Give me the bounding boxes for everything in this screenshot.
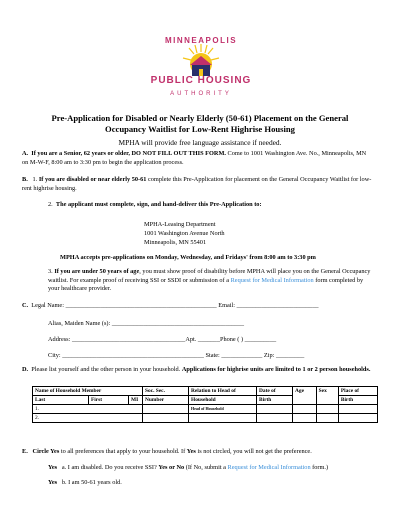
row-2-name[interactable]: 2. bbox=[33, 414, 143, 423]
col-dob-header: Date of bbox=[257, 387, 293, 396]
address-label: Address: bbox=[48, 336, 71, 343]
table-row[interactable] bbox=[33, 414, 378, 423]
item-2-number: 2. bbox=[48, 201, 53, 208]
household-table bbox=[32, 386, 378, 423]
col-sex-header: Sex bbox=[316, 387, 338, 405]
mpha-logo bbox=[136, 36, 266, 114]
address-line-2: 1001 Washington Avenue North bbox=[144, 230, 225, 237]
row-2-age[interactable] bbox=[293, 414, 317, 423]
section-d-label: D. bbox=[22, 366, 29, 373]
preference-b bbox=[48, 479, 388, 488]
col-relation-subheader: Household bbox=[189, 396, 257, 405]
sun-house-icon bbox=[180, 42, 222, 78]
col-last-header: Last bbox=[33, 396, 89, 405]
table-row[interactable] bbox=[33, 405, 378, 414]
logo-line-1: MINNEAPOLIS bbox=[164, 36, 238, 45]
address-row bbox=[48, 336, 276, 343]
section-e-bold: Circle Yes bbox=[32, 448, 60, 455]
preference-a-text-3: form.) bbox=[310, 464, 329, 471]
section-e-label: E. bbox=[22, 448, 28, 455]
col-ssn-header: Soc. Sec. bbox=[143, 387, 189, 396]
section-a-text: Come to 1001 Washington Ave. No., Minneapolis, MN on M-W-F, 8:00 am to 3:30 pm to begin the application process. bbox=[22, 150, 367, 166]
item-3-text: , you must show proof of disability before MPHA will place you on the General Occupancy waitlist. For example proof of receiving SSI or SSDI or submission of a bbox=[48, 268, 371, 284]
table-header-row bbox=[33, 387, 378, 396]
col-age-header: Age bbox=[293, 387, 317, 405]
page-title: Pre-Application for Disabled or Nearly Elderly (50-61) Placement on the General Occupancy Waitlist for Low-Rent Highrise Housing bbox=[51, 113, 349, 134]
col-dob-subheader: Birth bbox=[257, 396, 293, 405]
legal-name-field[interactable]: ________________________________________________ bbox=[65, 302, 217, 309]
legal-name-label: Legal Name: bbox=[31, 302, 64, 309]
zip-label: Zip: bbox=[263, 352, 275, 359]
item-3-bold: If you are under 50 years of age bbox=[54, 268, 140, 275]
logo-line-2: PUBLIC HOUSING bbox=[150, 75, 252, 86]
section-a-bold: If you are a Senior, 62 years or older, DO NOT FILL OUT THIS FORM. bbox=[31, 150, 226, 157]
office-hours bbox=[60, 254, 380, 263]
section-e-end: is not circled, you will not get the preference. bbox=[195, 448, 312, 455]
medical-info-link[interactable]: Request for Medical Information bbox=[230, 276, 314, 284]
section-e bbox=[22, 448, 382, 457]
section-b-item-3 bbox=[48, 268, 374, 294]
col-relation-header: Relation to Head of bbox=[189, 387, 257, 396]
preference-b-yes[interactable]: Yes bbox=[48, 479, 58, 486]
row-1-age[interactable] bbox=[293, 405, 317, 414]
section-d-text: Please list yourself and the other person in your household. bbox=[31, 366, 182, 373]
preference-a-yes-no[interactable]: Yes or No bbox=[158, 464, 185, 471]
col-pob-subheader: Birth bbox=[338, 396, 377, 405]
address-line-1: MPHA-Leasing Department bbox=[144, 221, 216, 228]
row-1-ssn[interactable] bbox=[143, 405, 189, 414]
legal-name-row bbox=[22, 302, 319, 309]
row-1-name[interactable]: 1. bbox=[33, 405, 143, 414]
phone-field[interactable]: __________ bbox=[244, 336, 277, 343]
row-1-pob[interactable] bbox=[338, 405, 377, 414]
section-a bbox=[22, 150, 372, 167]
section-b-label: B. bbox=[22, 176, 28, 183]
preference-a-text: a. I am disabled. Do you receive SSI? bbox=[61, 464, 159, 471]
address-line-3: Minneapolis, MN 55401 bbox=[144, 239, 207, 246]
preference-a-yes[interactable]: Yes bbox=[48, 464, 58, 471]
section-a-label: A. bbox=[22, 150, 29, 157]
item-2-text: The applicant must complete, sign, and hand-deliver this Pre-Application to: bbox=[55, 201, 262, 208]
item-3-end: form completed by your healthcare provider. bbox=[48, 276, 364, 292]
row-2-ssn[interactable] bbox=[143, 414, 189, 423]
col-mi-header: MI bbox=[129, 396, 143, 405]
row-2-pob[interactable] bbox=[338, 414, 377, 423]
section-d-bold: Applications for highrise units are limited to 1 or 2 person households. bbox=[181, 366, 371, 373]
section-e-bold-2: Yes bbox=[186, 448, 196, 455]
zip-field[interactable]: _________ bbox=[275, 352, 305, 359]
phone-label: Phone ( ) bbox=[219, 336, 244, 343]
row-2-relation[interactable] bbox=[189, 414, 257, 423]
section-b-item-2 bbox=[48, 201, 368, 210]
city-field[interactable]: _____________________________________________ bbox=[62, 352, 204, 359]
section-c-label: C. bbox=[22, 302, 29, 309]
language-assistance-note: MPHA will provide free language assistance if needed. bbox=[118, 138, 282, 147]
section-e-mid: to all preferences that apply to your household. If bbox=[59, 448, 187, 455]
col-ssn-subheader: Number bbox=[143, 396, 189, 405]
alias-field[interactable]: __________________________________________ bbox=[111, 320, 245, 327]
col-first-header: First bbox=[89, 396, 129, 405]
col-pob-header: Place of bbox=[338, 387, 377, 396]
preference-a-text-2: (If No, submit a bbox=[184, 464, 228, 471]
apt-field[interactable]: _______ bbox=[197, 336, 220, 343]
email-field[interactable]: __________________________ bbox=[236, 302, 319, 309]
row-1-dob[interactable] bbox=[257, 405, 293, 414]
preference-b-text: b. I am 50-61 years old. bbox=[61, 479, 122, 486]
state-field[interactable]: _____________ bbox=[221, 352, 263, 359]
row-2-sex[interactable] bbox=[316, 414, 338, 423]
city-label: City: bbox=[48, 352, 61, 359]
item-1-bold: If you are disabled or near elderly 50-61 bbox=[38, 176, 147, 183]
row-2-dob[interactable] bbox=[257, 414, 293, 423]
preference-a-link[interactable]: Request for Medical Information bbox=[227, 464, 311, 471]
section-d bbox=[22, 366, 374, 375]
item-3-number: 3. bbox=[48, 268, 53, 275]
preference-a bbox=[48, 464, 388, 473]
col-name-header: Name of Household Member bbox=[33, 387, 143, 396]
row-1-sex[interactable] bbox=[316, 405, 338, 414]
hours-text: MPHA accepts pre-applications on Monday, Wednesday, and Fridays' from 8:00 am to 3:30 pm bbox=[60, 254, 316, 261]
alias-label: Alias, Maiden Name (s): bbox=[48, 320, 111, 327]
item-1-number: 1. bbox=[32, 176, 38, 183]
row-1-relation: Head of Household bbox=[189, 405, 257, 414]
address-field[interactable]: ____________________________________ bbox=[71, 336, 186, 343]
item-1-text: complete this Pre-Application for placement on the General Occupancy Waitlist for low-rent highrise housing. bbox=[22, 176, 372, 192]
state-label: State: bbox=[205, 352, 220, 359]
logo-line-3: AUTHORITY bbox=[170, 91, 232, 97]
apt-label: Apt. bbox=[185, 336, 197, 343]
delivery-address bbox=[144, 220, 344, 247]
email-label: Email: bbox=[218, 302, 236, 309]
section-b-item-1 bbox=[22, 176, 372, 193]
alias-row bbox=[48, 320, 244, 327]
city-row bbox=[48, 352, 304, 359]
